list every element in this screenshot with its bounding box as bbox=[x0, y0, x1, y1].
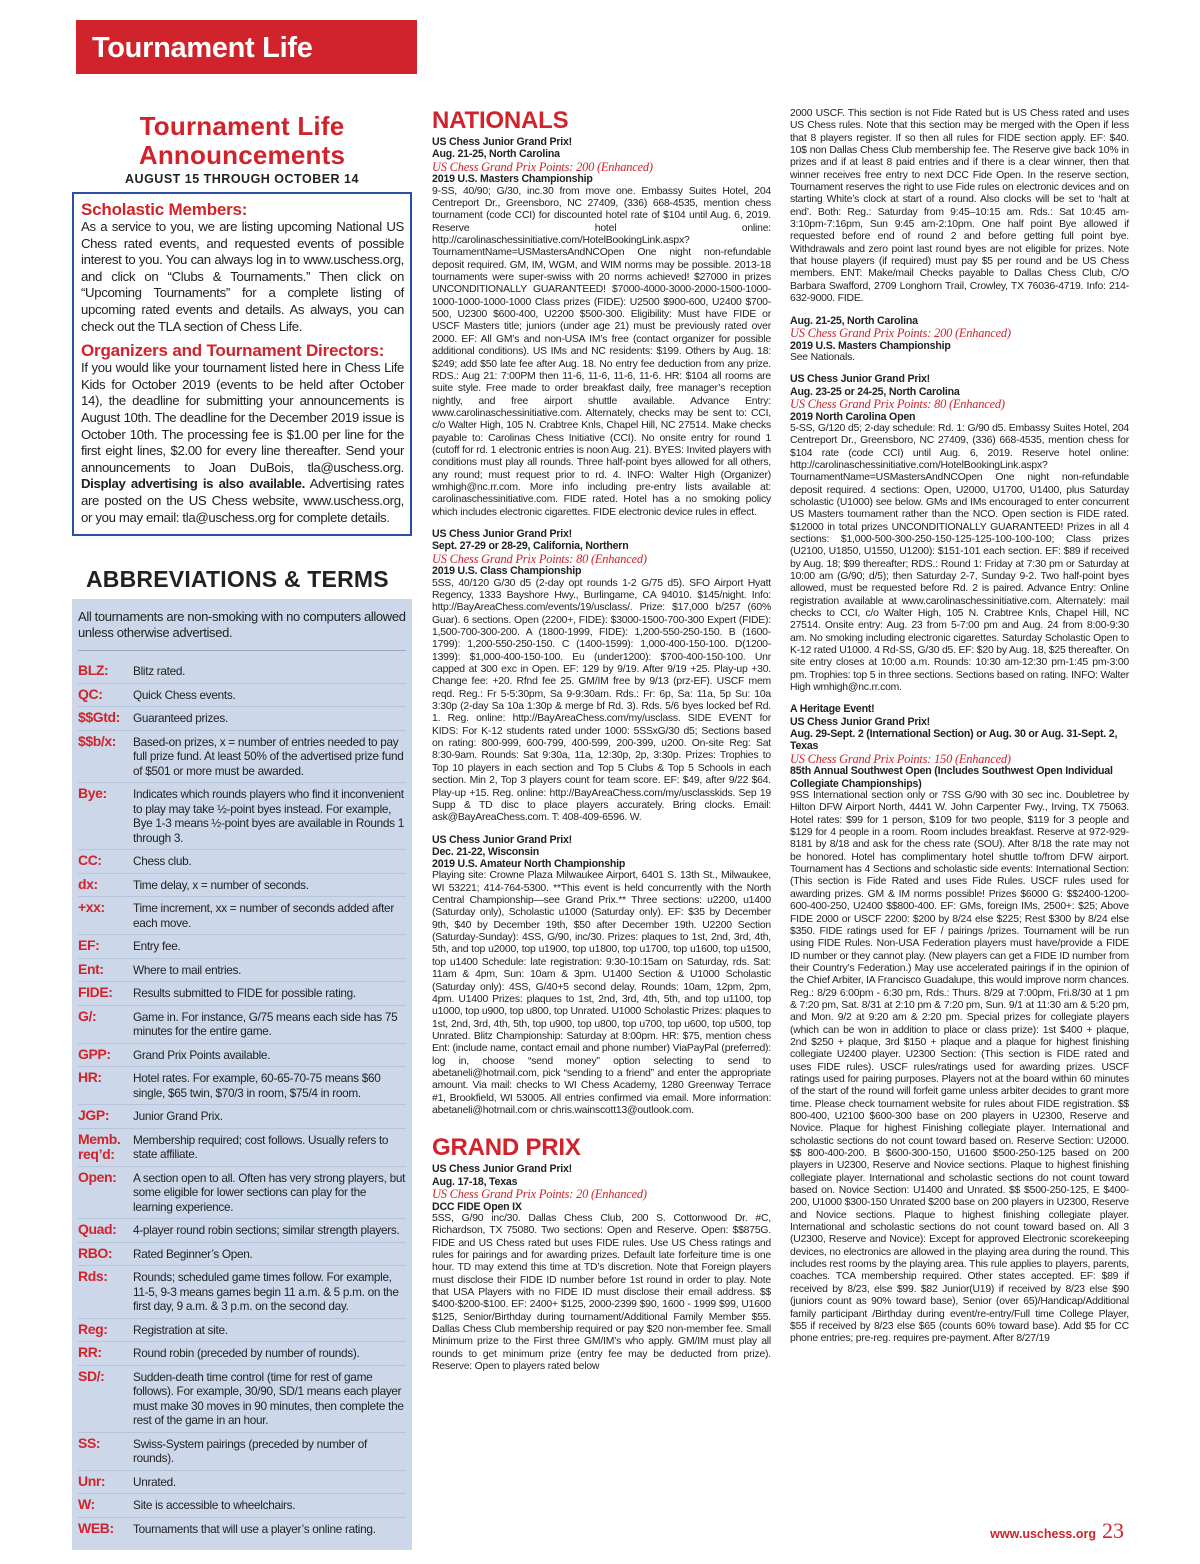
abbr-term: Bye: bbox=[78, 785, 107, 802]
organizers-text: If you would like your tournament listed here in Chess Life Kids for October 2019 (events to be held after October 14), the deadline for submitting your announcements is August 10th. The deadline for the December 2019 issue is October 10th. The processing fee is $1.00 per line for the first eight lines, $2.00 for every line thereafter. Send your announcements to Joan DuBois, tla@uschess.org. Display advertising is also available. Advertising rates are posted on the US Chess website, www.uschess.org, or you may email: tla@uschess.org for complete details. bbox=[81, 360, 404, 525]
event-tag-2: US Chess Junior Grand Prix! bbox=[790, 715, 931, 728]
abbr-row bbox=[78, 1219, 406, 1243]
event-date-location: Aug. 17-18, Texas bbox=[432, 1175, 518, 1188]
event-details: 9-SS, 40/90; G/30, inc.30 from move one. Embassy Suites Hotel, 204 Centreport Dr., Greensboro, NC 27409, (336) 668-4535, mention chess tournament (code CCI) for discounted hotel rate of $104 until Aug. 6, 2019. Reserve hotel online: http://carolinaschessinitiative.com/HotelBookingLink.aspx?TournamentName=USMastersAndNCOpen One night non-refundable deposit required. GM, IM, WGM, and WIM norms may be possible. 2013-18 tournaments were super-swiss with 20 norms achieved! $27000 in prizes UNCONDITIONALLY GUARANTEED! $7000-4000-3000-2000-1500-1000-1000-1000-1000-1000 Class prizes (FIDE): U2500 $900-600, U2400 $700-500, U2300 $600-400, U2200 $500-300. Eligibility: Must have FIDE or USCF Masters title; juniors (under age 21) must be previously rated over 2000. EF: All GM’s and non-USA IM’s free (contact organizer for possible additional conditions). US IMs and NC residents: $199. Others by Aug. 18: $249; add $50 late fee after Aug. 18. No entry fee deduction from any prize. RDS.: Aug 21: 7:00PM then 11-6, 11-6, 11-6, 11-6. HR: $104 all rooms are suite style. Free made to order breakfast daily, free manager’s reception nightly, and free airport shuttle available. Advance Entry: www.carolinaschessinitiative.com. Alternately, checks may be sent to: CCI, c/o Walter High, 105 N. Crabtree Knls, Chapel Hill, NC 27514. Make checks payable to: Carolinas Chess Initiative (CCI). No onsite entry for round 1 (cutoff for rd. 1 electronic entries is noon Aug. 21). BYES: Invited players with conditions must play all rounds. Three half-point byes allowed for all others, any round; must request prior to rd. 4. INFO: Walter High (Organizer) wmhigh@nc.rr.com. More info including pre-entry lists available at: carolinaschessinitiative.com. FIDE rated. Hotel has a no smoking policy which includes electronic cigarettes. FIDE electronic device rules in effect. bbox=[432, 185, 771, 518]
event-listing bbox=[790, 703, 1129, 1345]
abbr-definition: Sudden-death time control (time for rest of game follows). For example, 30/90, SD/1 means each player must make 30 moves in 90 minutes, then complete the rest of the game in an hour. bbox=[133, 1369, 404, 1428]
abbr-definition: Membership required; cost follows. Usually refers to state affiliate. bbox=[133, 1132, 389, 1162]
grandprix-heading: GRAND PRIX bbox=[432, 1134, 581, 1162]
event-title: 2019 North Carolina Open bbox=[790, 410, 916, 423]
abbr-definition: 4-player round robin sections; similar strength players. bbox=[133, 1223, 400, 1238]
event-details: Playing site: Crowne Plaza Milwaukee Airport, 6401 S. 13th St., Milwaukee, WI 53221; 414-764-5300. **This event is held concurrently with the North Central Championship—see Grand Prix.** Three sections: u2200, u1400 (Saturday only), Scholastic u1000 (Saturday only). EF: $35 by December 9th, $40 by December 19th, $50 after December 19th. U2200 Section (Saturday-Sunday): 4SS, G/90, inc/30. Prizes: plaques to 1st, 2nd, 3rd, 4th, 5th, and top u2000, top u1900, top u1800, top u1700, top u1600, top u1500, top u1400 Schedule: late registration: 9:30-10:15am on Saturday, rds. Sat: 11am & 4pm, Sun: 10am & 3pm. U1400 Section & U1000 Scholastic (Saturday only): 4SS, G/40+5 second delay. Rounds: 10am, 12pm, 2pm, 4pm. U1400 Prizes: plaques to 1st, 2nd, 3rd, 4th, 5th, and top u1100, top u1000, top u900, top u800, top Unrated. U1000 Scholastic Prizes: plaques to 1st, 2nd, 3rd, 4th, 5th, top u900, top u800, top u700, top u600, top u500, top Unrated. Blitz Championship: Saturday at 8:00pm. HR: $75, mention chess Ent: (include name, contact email and phone number) ViaPayPal (preferred): log in, choose “send money” option selecting to send to abetaneli@hotmail.com, pick “sending to a friend” and enter the appropriate amount. Via mail: checks to WI Chess Academy, 1280 Greenway Terrace #1, Brookfield, WI 53005. All entries confirmed via email. More information: abetaneli@hotmail.com or chris.wainscott13@outlook.com. bbox=[432, 870, 771, 1116]
abbreviations-intro: All tournaments are non-smoking with no computers allowed unless otherwise advertised. bbox=[78, 609, 406, 651]
abbr-row bbox=[78, 1167, 406, 1220]
event-date-location: Aug. 23-25 or 24-25, North Carolina bbox=[790, 385, 960, 398]
abbr-definition: Swiss-System pairings (preceded by number of rounds). bbox=[133, 1436, 367, 1466]
event-details: 5SS, G/90 inc/30. Dallas Chess Club, 200 S. Cottonwood Dr. #C, Richardson, TX 75080. Two sections: Open and Reserve. Open: $$875G. FIDE and US Chess rated but uses FIDE rules. Use US Chess ratings and rules for pairings and for awarding prizes. Default late forfeiture time is one hour. TD may extend this time at TD’s discretion. Note that Foreign players must disclose their FIDE ID number before 1st round in order to play. Note that USA Players with no FIDE ID must disclose their email address. $$ $400-$200-$100. EF: 2400+ $125, 2000-2399 $90, 1600 - 1999 $99, U1600 $125, Senior/Birthday during tournament/Additional Family Member $55. Dallas Chess Club membership required or pay $20 non-member fee. Small Minimum prize to the First three GM/IM’s who apply. GM/IM must play all rounds to get minimum prize (entry fee may be deducted from prize). Reserve: Open to players rated below bbox=[432, 1212, 771, 1373]
abbr-row bbox=[78, 982, 406, 1006]
abbr-term: EF: bbox=[78, 937, 100, 954]
event-details: 5-SS, G/120 d5; 2-day schedule: Rd. 1: G/90 d5. Embassy Suites Hotel, 204 Centreport Dr., Greensboro, NC 27409, (336) 668-4535, mention chess for $104 rate (code CCI) until Aug. 6, 2019. Reserve hotel online: http://carolinaschessinitiative.com/HotelBookingLink.aspx?TournamentName=USMastersAndNCOpen One night non-refundable deposit required. 4 sections: Open, U2000, U1700, U1400, plus Saturday scholastic (U1000) see below. GMs and IMs encouraged to enter concurrent US Masters tournament rather than the NCO. Open section is FIDE rated. $12000 in total prizes UNCONDITIONALLY GUARANTEED! Prizes in all 4 sections: $1,000-500-300-250-150-125-125-100-100-100; Class prizes (U2100, U1850, U1550, U1200): $151-101 each section. EF: $89 if received by Aug. 18; $99 thereafter; RDS.: Round 1: Friday at 7:30 pm or Saturday at 10:00 am (G/90; d/5); then Saturday 2-7, Sunday 9-2. Two half-point byes allowed, must be requested before Rd. 2 is paired. Advance Entry: Online registration available at www.carolinaschessinitiative.com. Alternately: mail checks to CCI, c/o Walter High, 105 N. Crabtree Knls, Chapel Hill, NC 27514. Onsite entry: Aug. 23 from 5-7:00 pm and Aug. 24 from 8:00-9:30 am. No smoking including electronic cigarettes. Saturday Scholastic Open to K-12 rated U1000. 4 Rd-SS, G/30 d5. EF: $20 by Aug. 18, $25 thereafter. On site entry closes at 10:00 a.m. Rounds: 10:30 am-12:30 pm-1:45 pm-3:00 pm. Trophies: top 5 in three sections. Sections based on rating. INFO: Walter High wmhigh@nc.rr.com. bbox=[790, 422, 1129, 694]
abbr-row bbox=[78, 731, 406, 784]
abbr-term: dx: bbox=[78, 875, 98, 892]
abbreviations-list bbox=[78, 660, 406, 1540]
event-grand-prix-points: US Chess Grand Prix Points: 200 (Enhanced) bbox=[432, 159, 653, 174]
event-details: 5SS, 40/120 G/30 d5 (2-day opt rounds 1-2 G/75 d5). SFO Airport Hyatt Regency, 1333 Bayshore Hwy., Burlingame, CA 94010. $145/night. Info: http://BayAreaChess.com/events/19/usclass/. Prize: $17,000 b/257 (60% Guar). 6 sections. Open (2200+, FIDE): $3000-1500-700-300 Expert (FIDE): 1,500-700-300-200. A (1800-1999, FIDE): 1,200-550-250-150. B (1600-1799): 1,200-550-250-150. C (1400-1599): 1,000-400-150-100. D(1200-1399): $1,000-400-150-100. Eu (under1200): $700-400-150-100. Unr capped at 300 exc in Open. EF: 129 by 9/19. After 9/19 +25. Play-up +30. Change fee: +20. Rfnd fee 25. GM/IM free by 9/13 (prz-EF). USCF mem reqd. Reg.: Fr 5-5:30pm, Sa 9-9:30am. Rds.: Fr: 6p, Sa: 11a, 5p Su: 10a 3:30p (2-day Sa 10a 1:30p & merge bf Rd. 3). Rds. 5/6 byes locked bef Rd. 1. Reg. online: http://BayAreaChess.com/my/usclass. SIDE EVENT for KIDS: For K-12 students rated under 1000: 5SSxG/30 d5; Sections based on rating: 800-999, 600-799, 400-599, 200-399, u200. On-site Reg: Sat 8:30-9am. Rounds: Sat 9:30a, 11a, 12:30p, 2p, 3:30p. Prizes: Trophies to Top 10 players in each section and Top 5 Clubs & Top 5 Schools in each section. Min 2, Top 3 players count for team score. EF: $49, after 9/22 $64. Play-up +15. Reg. online: http://BayAreaChess.com/my/usclasskids. Sep 19 Supp & TD disc to place players accurately. Bring clocks. Email: ask@BayAreaChess.com. T: 408-409-6596. W. bbox=[432, 577, 771, 824]
scholastic-box bbox=[72, 192, 412, 536]
abbr-definition: Results submitted to FIDE for possible rating. bbox=[133, 986, 356, 1001]
left-column bbox=[72, 112, 412, 1550]
abbr-term: Ent: bbox=[78, 960, 104, 977]
event-listing bbox=[432, 136, 771, 519]
abbr-row bbox=[78, 1366, 406, 1433]
abbr-row bbox=[78, 1319, 406, 1343]
abbr-term: CC: bbox=[78, 852, 102, 869]
abbr-row bbox=[78, 1433, 406, 1471]
event-date-location: Aug. 21-25, North Carolina bbox=[790, 314, 918, 327]
event-tag: A Heritage Event! bbox=[790, 703, 875, 716]
abbr-definition: Chess club. bbox=[133, 854, 192, 869]
abbr-row bbox=[78, 1044, 406, 1068]
abbr-row bbox=[78, 874, 406, 898]
abbr-term: Reg: bbox=[78, 1320, 108, 1337]
abbr-term: Memb. req’d: bbox=[78, 1130, 121, 1162]
page-footer bbox=[990, 1518, 1124, 1544]
event-tag: US Chess Junior Grand Prix! bbox=[432, 833, 573, 846]
event-grand-prix-points: US Chess Grand Prix Points: 20 (Enhanced) bbox=[432, 1186, 647, 1201]
abbr-definition: Round robin (preceded by number of rounds). bbox=[133, 1346, 360, 1361]
event-listing bbox=[432, 528, 771, 825]
abbr-term: RBO: bbox=[78, 1244, 113, 1261]
event-listing bbox=[432, 1163, 771, 1373]
page-number: 23 bbox=[1102, 1518, 1124, 1543]
event-tag: US Chess Junior Grand Prix! bbox=[432, 527, 573, 540]
event-listing bbox=[432, 834, 771, 1118]
footer-url[interactable]: www.uschess.org bbox=[990, 1527, 1096, 1541]
abbr-definition: A section open to all. Often has very strong players, but some eligible for lower sections can play for the learning experience. bbox=[133, 1170, 406, 1214]
abbr-term: G/: bbox=[78, 1007, 97, 1024]
event-details: 9SS International section only or 7SS G/90 with 30 sec inc. Doubletree by Hilton DFW Airport North, 4441 W. John Carpenter Fwy., Irving, TX 75063. Hotel rates: $99 for 1 person, $109 for two people, $119 for 3 people and $129 for 4 people in a room. Room includes breakfast. Reserve at 972-929-8181 by 8/18 and ask for the chess rate (SOU). After 8/18 the rate may not be honored. Hotel has complimentary hotel shuttle to/from DFW airport. Tournament has 4 Sections and scholastic side events: International Section: (This section is Fide Rated and uses Fide Rules. USCF rules used for awarding prizes. GM & IM norms possible! Prizes $6000 G: $$2400-1200-600-400-250, U2400 $$800-400. EF: GMs, foreign IMs, 2500+: $25; Above FIDE 2000 or USCF 2200: $200 by 8/24 else $225; Rest $300 by 8/24 else $350. FIDE ratings used for EF / pairings /prizes. Tournament will be run using FIDE Rules. Non-USA Federation players must have/provide a FIDE ID number or they cannot play. (New players can get a FIDE ID number from their Country’s Federation.) May use accelerated pairings if in the opinion of the Chief Arbiter, IA Francisco Guadalupe, this would improve norm chances. Reg.: 8/29 6:00pm - 6:30 pm, Rds.: Thurs. 8/29 at 7:00pm, Fri.8/30 at 1 pm & 7:20 pm, Sat. 8/31 at 2:10 pm & 7:20 pm, Sun. 9/1 at 11:30 am & 5:20 pm, and Mon. 9/2 at 9:20 am & 2:20 pm. Special prizes for collegiate players (which can be won in addition to place or class prize): 1st $400 + plaque, 2nd $250 + plaque, 3rd $150 + plaque and a plaque for highest finishing collegiate U2400 player. U2300 Section: (This section is FIDE rated and uses FIDE rules). USCF rules/ratings used for awarding prizes. USCF ratings used for pairing purposes. Players not at the board within 60 minutes of the start of the round will forfeit game unless arbiter decides to grant more time. Please check tournament website for rules about FIDE registration. $$ 800-400, U2100 $600-300 base on 200 players in U2300, Reserve and Novice. Plaque for highest Finishing collegiate player. International and scholastic sections do not count toward based on. Reserve Section: U2000. $$ 800-400-200. B $600-300-150, U1600 $500-250-125 based on 200 players in U2300, Reserve and Novice sections. Plaque to highest finishing collegiate player. International and scholastic sections do not count toward based on. Novice Section: U1400 and Unrated. $$ $500-250-125, E $400-200, U1000 $300-150 Unrated $200 base on 200 players in U2300, Reserve and Novice sections. Plaque to highest finishing collegiate player. International and scholastic sections do not count toward based on. All 3 (U2300, Reserve and Novice): Except for approved Electronic scorekeeping devices, no electronics are allowed in the playing area during the round. This includes rest rooms by the playing area. This rule applies to players, parents, coaches. TCA membership required. Other states accepted. EF: $89 if received by 8/23, else $99. $82 Junior(U19) if received by 8/23 else $90 (juniors count as 90% toward base), Senior (over 65)/Handicap/Additional family participant /Birthday during event/re-entry/Full time College Player, $55 if received by 8/23 else $65 (counts 60% toward base). Add $5 for CC phone entries; pre-reg. requires pre-payment. After 8/27/19 bbox=[790, 790, 1129, 1345]
event-tag: US Chess Junior Grand Prix! bbox=[432, 136, 573, 148]
abbr-definition: Junior Grand Prix. bbox=[133, 1109, 223, 1124]
grandprix-events bbox=[432, 1163, 771, 1373]
abbr-definition: Tournaments that will use a player’s online rating. bbox=[133, 1521, 376, 1536]
abbr-term: RR: bbox=[78, 1344, 102, 1361]
abbr-term: SD/: bbox=[78, 1367, 105, 1384]
event-date-location: Aug. 29-Sept. 2 (International Section) or Aug. 30 or Aug. 31-Sept. 2, Texas bbox=[790, 728, 1118, 753]
abbr-term: WEB: bbox=[78, 1519, 114, 1536]
abbreviations-box bbox=[72, 599, 412, 1550]
abbr-row bbox=[78, 660, 406, 684]
abbr-row bbox=[78, 935, 406, 959]
abbr-term: Open: bbox=[78, 1168, 117, 1185]
abbr-definition: Game in. For instance, G/75 means each side has 75 minutes for the entire game. bbox=[133, 1009, 398, 1039]
section-banner: Tournament Life bbox=[76, 20, 417, 74]
continued-text: 2000 USCF. This section is not Fide Rated but is US Chess rated and uses US Chess rules. Note that this section may be merged with the Open if less that 8 players register. If so then all rules for FIDE section apply. EF: $40. 10$ non Dallas Chess Club membership fee. The Reserve give back 10% in prizes and if at least 8 paid entries and if there is a clear winner, then that winner receives free entry to next DCC Fide Open. In the reserve section, Tournament reserves the right to use Fide rules on electronic devices and on starting White’s clock at start of a round. Also clocks will be set to ‘halt at end’. Both: Reg.: Saturday from 9:45–10:15 am. Rds.: Sat 10:45 am-3:10pm-7:16pm, Sun 9:45 am-2:10pm. One half point Bye allowed if requested before end of round 2 and before getting full point bye. Withdrawals and zero point last round byes are not eligible for prizes. Note that house players (if required) must pay $5 per round and be US Chess members. ENT: Make/mail Checks payable to Dallas Chess Club, C/O Barbara Swafford, 2709 Longhorn Trail, Crowley, TX 76036-4719. Info: 214-632-9000. FIDE. bbox=[790, 108, 1129, 305]
abbr-row bbox=[78, 1067, 406, 1105]
abbr-row bbox=[78, 783, 406, 850]
scholastic-text: As a service to you, we are listing upcoming National US Chess rated events, and requested events of possible interest to you. You can always log in to www.uschess.org, and click on “Clubs & Tournaments.” Then click on “Upcoming Tournaments” for a complete listing of upcoming rated events and details. As always, you can check out the TLA section of Chess Life. bbox=[81, 219, 404, 334]
event-tag: US Chess Junior Grand Prix! bbox=[432, 1163, 573, 1176]
abbr-row bbox=[78, 1342, 406, 1366]
abbr-definition: Rated Beginner’s Open. bbox=[133, 1246, 253, 1261]
organizers-heading: Organizers and Tournament Directors: bbox=[81, 341, 385, 361]
event-grand-prix-points: US Chess Grand Prix Points: 80 (Enhanced) bbox=[790, 396, 1005, 411]
tla-title: Tournament Life Announcements bbox=[138, 111, 346, 170]
abbr-definition: Based-on prizes, x = number of entries needed to pay full prize fund. At least 50% of the advertised prize fund of $501 or more must be awarded. bbox=[133, 734, 404, 778]
abbreviations-title: ABBREVIATIONS & TERMS bbox=[86, 566, 389, 593]
abbr-term: $$b/x: bbox=[78, 732, 117, 749]
abbr-definition: Where to mail entries. bbox=[133, 962, 242, 977]
abbr-term: Rds: bbox=[78, 1268, 108, 1285]
event-listing bbox=[790, 373, 1129, 694]
abbr-definition: Grand Prix Points available. bbox=[133, 1047, 271, 1062]
event-date-location: Aug. 21-25, North Carolina bbox=[432, 148, 560, 161]
event-grand-prix-points: US Chess Grand Prix Points: 80 (Enhanced) bbox=[432, 551, 647, 566]
abbr-term: BLZ: bbox=[78, 662, 109, 679]
abbr-definition: Time delay, x = number of seconds. bbox=[133, 877, 309, 892]
nationals-heading: NATIONALS bbox=[432, 107, 569, 134]
abbr-row bbox=[78, 1518, 406, 1541]
abbr-term: HR: bbox=[78, 1069, 102, 1086]
event-title: 2019 U.S. Amateur North Championship bbox=[432, 858, 626, 871]
abbr-row bbox=[78, 1243, 406, 1267]
abbr-term: GPP: bbox=[78, 1045, 111, 1062]
event-date-location: Dec. 21-22, Wisconsin bbox=[432, 845, 539, 858]
column-right bbox=[790, 108, 1129, 1355]
event-title: 85th Annual Southwest Open (Includes Southwest Open Individual Collegiate Championships) bbox=[790, 765, 1113, 790]
abbr-term: FIDE: bbox=[78, 984, 113, 1001]
abbr-row bbox=[78, 897, 406, 935]
abbr-definition: Hotel rates. For example, 60-65-70-75 means $60 single, $65 twin, $70/3 in room, $75/4 in room. bbox=[133, 1071, 381, 1100]
abbr-row bbox=[78, 1266, 406, 1319]
abbr-row bbox=[78, 1105, 406, 1129]
abbr-definition: Entry fee. bbox=[133, 939, 181, 954]
event-date-location: Sept. 27-29 or 28-29, California, Northern bbox=[432, 540, 629, 553]
event-listing bbox=[790, 315, 1129, 365]
abbr-term: W: bbox=[78, 1496, 95, 1513]
abbr-definition: Unrated. bbox=[133, 1474, 176, 1489]
event-grand-prix-points: US Chess Grand Prix Points: 150 (Enhanced) bbox=[790, 751, 1011, 766]
abbr-definition: Site is accessible to wheelchairs. bbox=[133, 1498, 296, 1513]
abbr-term: +xx: bbox=[78, 899, 105, 916]
nationals-events bbox=[432, 136, 771, 1117]
abbr-definition: Time increment, xx = number of seconds added after each move. bbox=[133, 901, 394, 930]
column-middle bbox=[432, 108, 771, 1382]
abbr-row bbox=[78, 959, 406, 983]
abbr-row bbox=[78, 684, 406, 708]
abbr-definition: Guaranteed prizes. bbox=[133, 711, 228, 726]
abbr-term: SS: bbox=[78, 1434, 101, 1451]
abbr-row bbox=[78, 1006, 406, 1044]
event-tag: US Chess Junior Grand Prix! bbox=[790, 373, 931, 386]
event-title: 2019 U.S. Masters Championship bbox=[432, 173, 593, 186]
abbr-term: $$Gtd: bbox=[78, 709, 120, 726]
scholastic-heading: Scholastic Members: bbox=[81, 200, 248, 219]
abbr-term: JGP: bbox=[78, 1107, 110, 1124]
abbr-definition: Quick Chess events. bbox=[133, 687, 236, 702]
abbr-term: Quad: bbox=[78, 1221, 117, 1238]
event-grand-prix-points: US Chess Grand Prix Points: 200 (Enhanced) bbox=[790, 325, 1011, 340]
tla-dates: AUGUST 15 THROUGH OCTOBER 14 bbox=[125, 172, 359, 186]
event-details: See Nationals. bbox=[790, 351, 855, 363]
event-title: 2019 U.S. Class Championship bbox=[432, 565, 582, 578]
abbr-row bbox=[78, 850, 406, 874]
event-title: 2019 U.S. Masters Championship bbox=[790, 339, 951, 352]
abbr-definition: Indicates which rounds players who find it inconvenient to play may take ½-point byes instead. For example, Bye 1-3 means ½-point byes are available in Rounds 1 through 3. bbox=[133, 787, 404, 845]
right-events bbox=[790, 315, 1129, 1346]
abbr-term: QC: bbox=[78, 685, 103, 702]
abbr-row bbox=[78, 1494, 406, 1518]
abbr-term: Unr: bbox=[78, 1472, 106, 1489]
abbr-row bbox=[78, 1471, 406, 1495]
abbr-definition: Blitz rated. bbox=[133, 664, 186, 679]
abbr-definition: Rounds; scheduled game times follow. For example, 11-5, 9-3 means games begin 11 a.m. & 5 p.m. on the first day, 9 a.m. & 3 p.m. on the second day. bbox=[133, 1270, 399, 1314]
abbr-definition: Registration at site. bbox=[133, 1322, 228, 1337]
abbr-row bbox=[78, 707, 406, 731]
abbr-row bbox=[78, 1129, 406, 1167]
event-title: DCC FIDE Open IX bbox=[432, 1200, 522, 1213]
